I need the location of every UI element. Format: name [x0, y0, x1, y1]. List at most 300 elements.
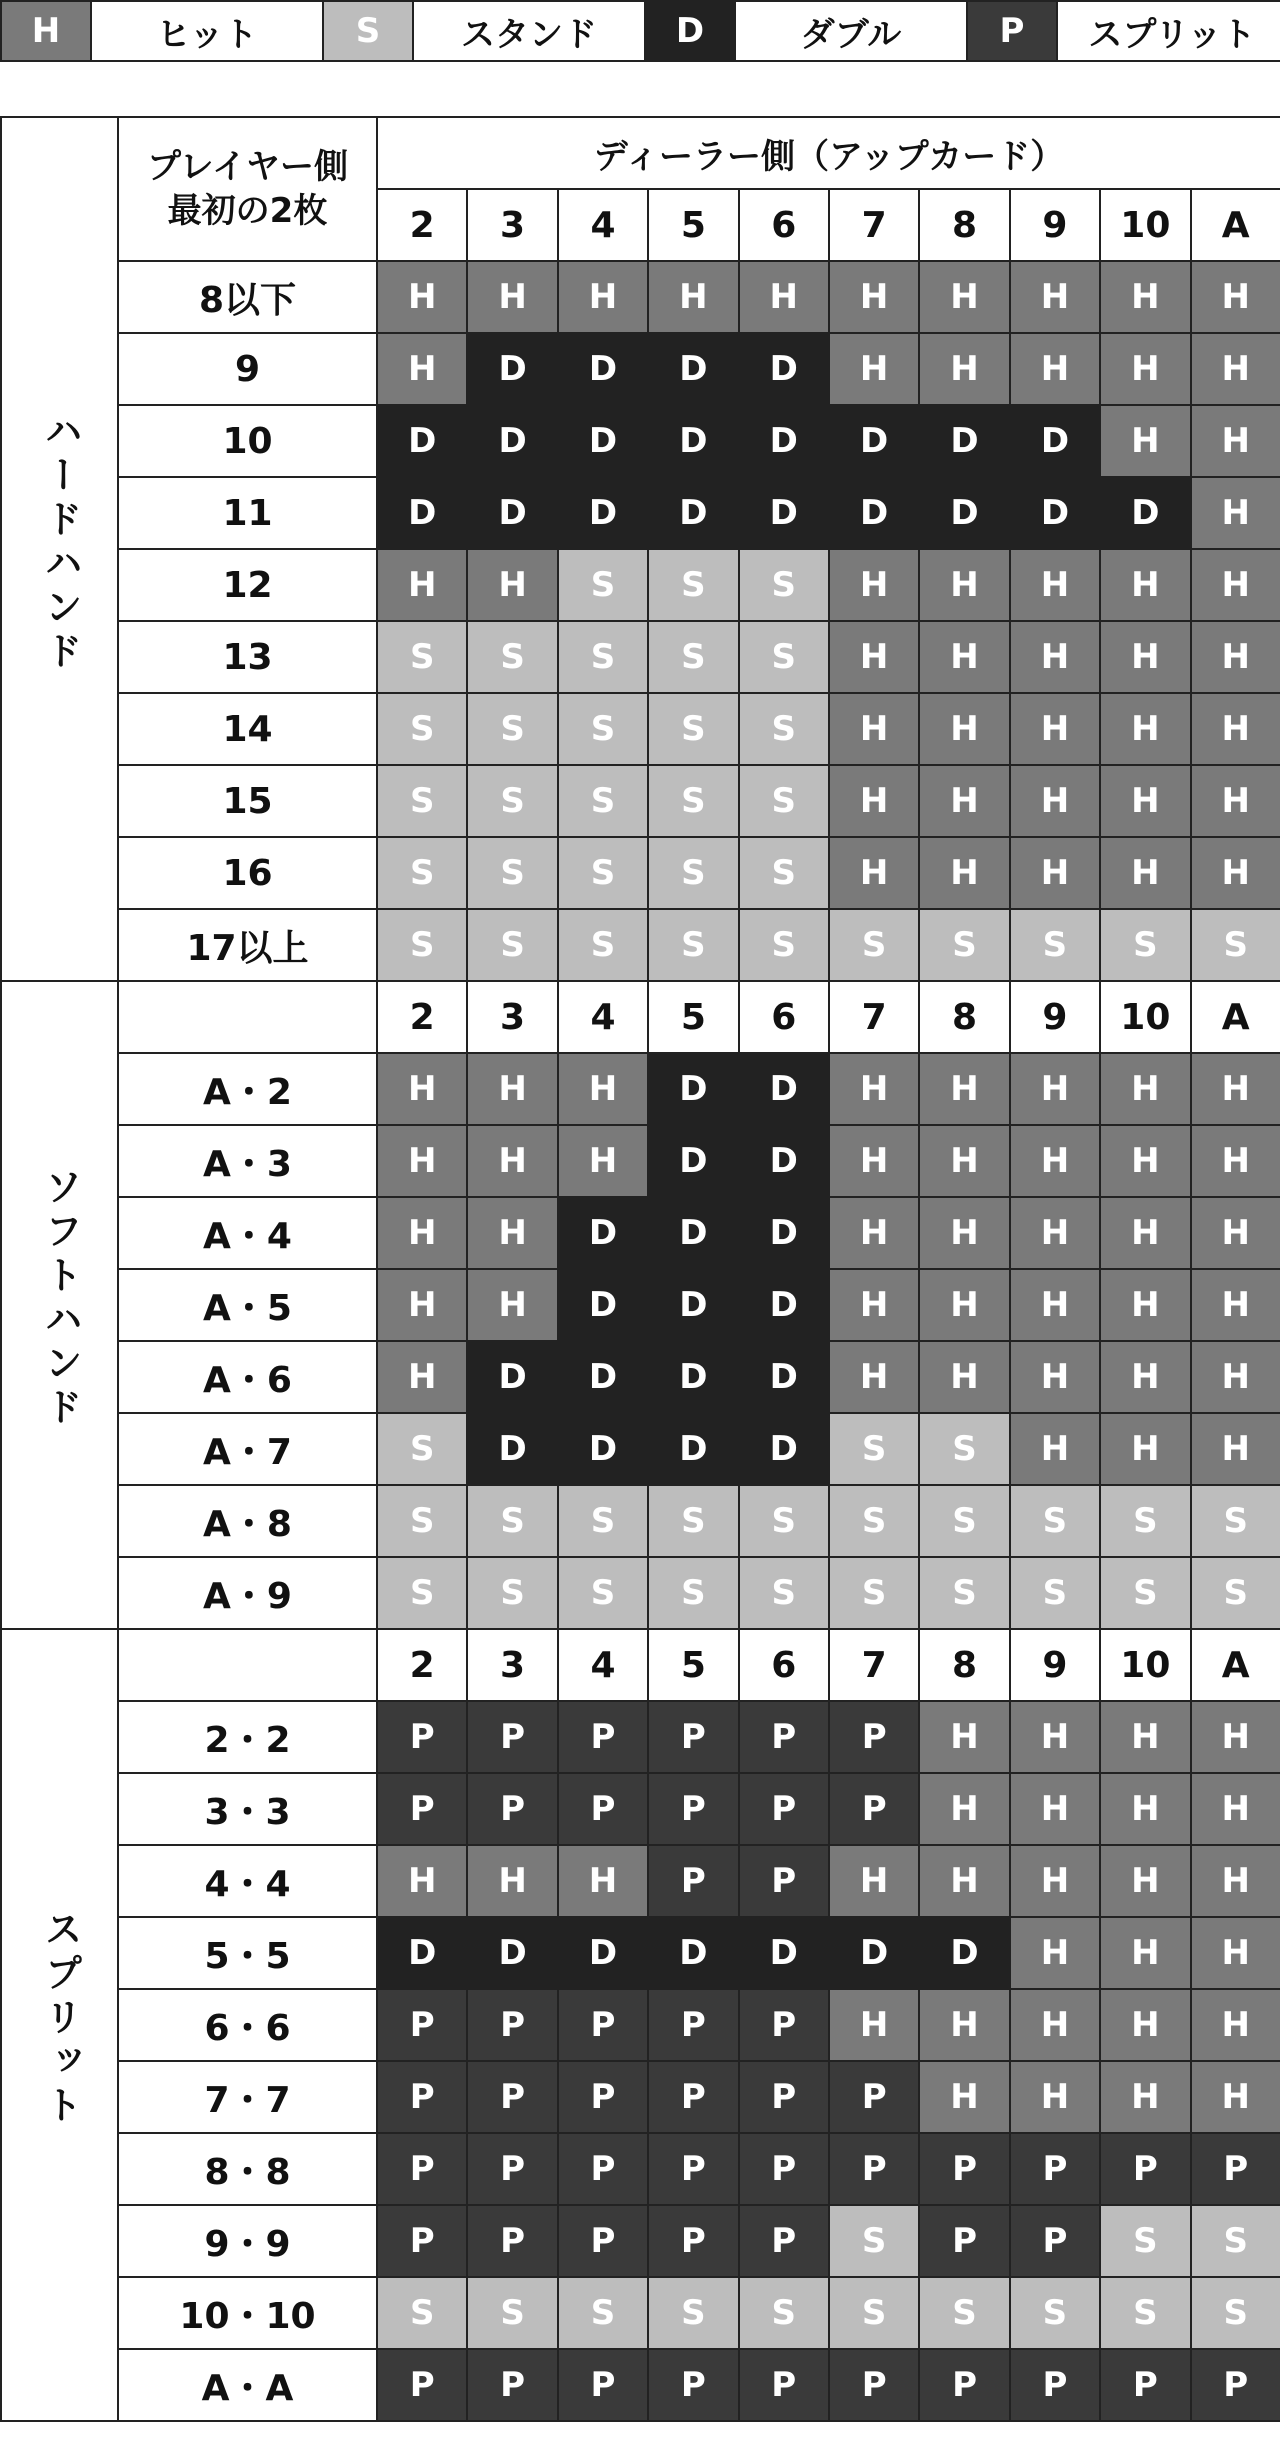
action-cell: H — [1100, 1197, 1190, 1269]
action-cell: P — [739, 1773, 829, 1845]
action-cell: H — [919, 333, 1009, 405]
upcard-label: 8 — [919, 189, 1009, 261]
player-hand: A・3 — [118, 1125, 377, 1197]
action-cell: H — [919, 1701, 1009, 1773]
action-cell: P — [377, 2349, 467, 2421]
action-cell: H — [1191, 1197, 1280, 1269]
player-hand: 14 — [118, 693, 377, 765]
player-hand: 10 — [118, 405, 377, 477]
section-title: ハードハンド — [38, 411, 83, 676]
player-hand: 8・8 — [118, 2133, 377, 2205]
action-cell: D — [739, 1197, 829, 1269]
action-cell: H — [467, 1197, 557, 1269]
table-row — [1, 765, 1280, 837]
action-cell: D — [739, 1341, 829, 1413]
action-cell: H — [1191, 2061, 1280, 2133]
action-cell: H — [919, 2061, 1009, 2133]
action-cell: H — [467, 1125, 557, 1197]
action-cell: P — [467, 1701, 557, 1773]
action-cell: P — [648, 1989, 738, 2061]
action-cell: S — [558, 765, 648, 837]
action-cell: H — [919, 261, 1009, 333]
player-hand: A・2 — [118, 1053, 377, 1125]
table-row — [1, 1845, 1280, 1917]
table-row — [1, 1773, 1280, 1845]
action-cell: H — [919, 1341, 1009, 1413]
action-cell: H — [829, 1989, 919, 2061]
table-row — [1, 261, 1280, 333]
action-cell: H — [829, 1269, 919, 1341]
action-cell: P — [739, 1845, 829, 1917]
action-cell: S — [1100, 1485, 1190, 1557]
player-hand: 11 — [118, 477, 377, 549]
player-header-blank — [118, 1629, 377, 1701]
action-cell: H — [377, 549, 467, 621]
upcard-label: 6 — [739, 1629, 829, 1701]
player-hand: A・9 — [118, 1557, 377, 1629]
action-cell: S — [558, 549, 648, 621]
action-cell: S — [467, 1485, 557, 1557]
action-cell: D — [467, 333, 557, 405]
player-hand: 5・5 — [118, 1917, 377, 1989]
action-cell: S — [467, 909, 557, 981]
action-cell: P — [377, 2205, 467, 2277]
action-cell: D — [648, 1341, 738, 1413]
strategy-chart — [0, 116, 1280, 2422]
action-cell: S — [739, 693, 829, 765]
action-cell: H — [1100, 2061, 1190, 2133]
action-cell: S — [1100, 2277, 1190, 2349]
action-cell: S — [377, 765, 467, 837]
table-row — [1, 1701, 1280, 1773]
player-header-line-2: 最初の2枚 — [167, 191, 328, 231]
action-cell: S — [558, 909, 648, 981]
table-row — [1, 1269, 1280, 1341]
action-cell: H — [1100, 1701, 1190, 1773]
legend-label-double: ダブル — [736, 2, 968, 60]
action-cell: P — [1100, 2349, 1190, 2421]
action-cell: H — [377, 1197, 467, 1269]
action-cell: P — [739, 2349, 829, 2421]
action-cell: H — [1010, 1197, 1100, 1269]
action-cell: D — [1100, 477, 1190, 549]
action-cell: D — [739, 405, 829, 477]
upcard-label: 9 — [1010, 1629, 1100, 1701]
table-row — [1, 1125, 1280, 1197]
action-cell: P — [558, 2349, 648, 2421]
action-cell: P — [1010, 2349, 1100, 2421]
action-cell: H — [1191, 1773, 1280, 1845]
action-cell: P — [648, 2349, 738, 2421]
action-cell: S — [1191, 2277, 1280, 2349]
action-cell: H — [1191, 1125, 1280, 1197]
action-cell: P — [558, 1773, 648, 1845]
action-cell: S — [648, 693, 738, 765]
upcard-label: 10 — [1100, 981, 1190, 1053]
table-row — [1, 405, 1280, 477]
action-cell: H — [377, 1341, 467, 1413]
action-cell: H — [1191, 1701, 1280, 1773]
player-hand: 10・10 — [118, 2277, 377, 2349]
action-cell: D — [467, 1917, 557, 1989]
action-cell: D — [739, 333, 829, 405]
player-hand: A・7 — [118, 1413, 377, 1485]
upcard-label: 7 — [829, 1629, 919, 1701]
action-cell: H — [377, 1053, 467, 1125]
upcard-label: 10 — [1100, 189, 1190, 261]
action-cell: H — [1010, 621, 1100, 693]
action-cell: S — [648, 549, 738, 621]
action-cell: D — [558, 1341, 648, 1413]
action-cell: H — [919, 1197, 1009, 1269]
action-cell: D — [739, 1917, 829, 1989]
player-hand: A・5 — [118, 1269, 377, 1341]
action-cell: S — [648, 2277, 738, 2349]
legend-item-double — [646, 2, 968, 60]
action-cell: H — [829, 1197, 919, 1269]
action-cell: H — [1191, 1413, 1280, 1485]
action-cell: H — [558, 1845, 648, 1917]
table-row — [1, 333, 1280, 405]
action-cell: S — [739, 909, 829, 981]
action-cell: H — [1100, 1917, 1190, 1989]
action-cell: P — [1100, 2133, 1190, 2205]
action-cell: P — [648, 1845, 738, 1917]
action-cell: H — [648, 261, 738, 333]
action-cell: P — [467, 2133, 557, 2205]
legend — [0, 0, 1280, 62]
action-cell: S — [1191, 1557, 1280, 1629]
action-cell: S — [739, 837, 829, 909]
upcard-label: 7 — [829, 981, 919, 1053]
action-cell: H — [1191, 693, 1280, 765]
action-cell: H — [1010, 1053, 1100, 1125]
action-cell: H — [1100, 1053, 1190, 1125]
upcard-label: 4 — [558, 1629, 648, 1701]
upcard-label: A — [1191, 981, 1280, 1053]
action-cell: D — [648, 1413, 738, 1485]
action-cell: D — [648, 1269, 738, 1341]
action-cell: D — [467, 1341, 557, 1413]
action-cell: D — [467, 1413, 557, 1485]
action-cell: H — [1100, 549, 1190, 621]
table-row — [1, 549, 1280, 621]
action-cell: H — [919, 621, 1009, 693]
player-hand: A・6 — [118, 1341, 377, 1413]
action-cell: P — [467, 2205, 557, 2277]
upcard-label: 8 — [919, 981, 1009, 1053]
action-cell: S — [829, 2277, 919, 2349]
table-row — [1, 477, 1280, 549]
action-cell: H — [1191, 1845, 1280, 1917]
action-cell: P — [829, 2349, 919, 2421]
action-cell: P — [1010, 2133, 1100, 2205]
action-cell: H — [1100, 837, 1190, 909]
player-hand: 13 — [118, 621, 377, 693]
action-cell: H — [919, 765, 1009, 837]
action-cell: S — [377, 837, 467, 909]
action-cell: H — [829, 621, 919, 693]
action-cell: H — [1010, 837, 1100, 909]
table-row — [1, 621, 1280, 693]
action-cell: D — [558, 477, 648, 549]
dealer-header-row — [1, 117, 1280, 189]
action-cell: D — [467, 405, 557, 477]
action-cell: H — [1100, 1989, 1190, 2061]
upcard-label: 2 — [377, 981, 467, 1053]
legend-code-split: P — [968, 2, 1058, 60]
action-cell: S — [1100, 1557, 1190, 1629]
action-cell: D — [739, 477, 829, 549]
action-cell: H — [1010, 1773, 1100, 1845]
table-row — [1, 1053, 1280, 1125]
section-label-split — [1, 1629, 118, 2421]
table-row — [1, 1341, 1280, 1413]
action-cell: D — [377, 1917, 467, 1989]
action-cell: H — [1191, 477, 1280, 549]
player-hand: 3・3 — [118, 1773, 377, 1845]
action-cell: H — [1191, 405, 1280, 477]
action-cell: S — [1100, 2205, 1190, 2277]
action-cell: D — [739, 1053, 829, 1125]
action-cell: P — [919, 2133, 1009, 2205]
player-hand: A・4 — [118, 1197, 377, 1269]
player-header-blank — [118, 981, 377, 1053]
action-cell: H — [829, 837, 919, 909]
action-cell: S — [648, 621, 738, 693]
action-cell: D — [829, 1917, 919, 1989]
player-hand: 7・7 — [118, 2061, 377, 2133]
action-cell: H — [1100, 621, 1190, 693]
action-cell: H — [1191, 1989, 1280, 2061]
player-hand: 15 — [118, 765, 377, 837]
action-cell: P — [739, 1701, 829, 1773]
action-cell: S — [829, 1413, 919, 1485]
action-cell: H — [1010, 333, 1100, 405]
action-cell: S — [558, 837, 648, 909]
action-cell: D — [1010, 477, 1100, 549]
action-cell: S — [467, 2277, 557, 2349]
legend-code-hit: H — [2, 2, 92, 60]
action-cell: D — [648, 477, 738, 549]
upcard-label: 3 — [467, 981, 557, 1053]
action-cell: P — [558, 2133, 648, 2205]
action-cell: D — [558, 1917, 648, 1989]
action-cell: P — [558, 1701, 648, 1773]
action-cell: D — [919, 405, 1009, 477]
legend-item-hit — [2, 2, 324, 60]
action-cell: P — [558, 2061, 648, 2133]
player-hand: A・8 — [118, 1485, 377, 1557]
action-cell: H — [1010, 1701, 1100, 1773]
legend-item-stand — [324, 2, 646, 60]
action-cell: S — [377, 621, 467, 693]
action-cell: S — [739, 2277, 829, 2349]
action-cell: S — [558, 1557, 648, 1629]
action-cell: H — [829, 1053, 919, 1125]
action-cell: H — [558, 261, 648, 333]
action-cell: H — [467, 261, 557, 333]
action-cell: P — [829, 1701, 919, 1773]
table-row — [1, 1485, 1280, 1557]
action-cell: S — [1100, 909, 1190, 981]
action-cell: H — [467, 1269, 557, 1341]
action-cell: S — [558, 2277, 648, 2349]
legend-label-stand: スタンド — [414, 2, 646, 60]
action-cell: P — [648, 1701, 738, 1773]
action-cell: P — [377, 2133, 467, 2205]
action-cell: D — [739, 1125, 829, 1197]
action-cell: H — [1010, 1341, 1100, 1413]
action-cell: H — [1100, 1125, 1190, 1197]
action-cell: P — [648, 2061, 738, 2133]
action-cell: S — [377, 693, 467, 765]
action-cell: P — [467, 1773, 557, 1845]
table-row — [1, 2277, 1280, 2349]
action-cell: H — [829, 549, 919, 621]
upcard-label: 8 — [919, 1629, 1009, 1701]
action-cell: H — [829, 333, 919, 405]
action-cell: P — [377, 2061, 467, 2133]
action-cell: P — [1010, 2205, 1100, 2277]
action-cell: S — [739, 1557, 829, 1629]
action-cell: H — [919, 549, 1009, 621]
action-cell: S — [648, 1557, 738, 1629]
action-cell: P — [467, 2061, 557, 2133]
action-cell: H — [1010, 549, 1100, 621]
action-cell: D — [648, 333, 738, 405]
action-cell: S — [377, 1485, 467, 1557]
action-cell: H — [1100, 261, 1190, 333]
action-cell: S — [648, 837, 738, 909]
action-cell: H — [1010, 1917, 1100, 1989]
action-cell: P — [739, 2133, 829, 2205]
action-cell: P — [648, 2133, 738, 2205]
action-cell: D — [558, 405, 648, 477]
action-cell: S — [377, 1557, 467, 1629]
legend-item-split — [968, 2, 1280, 60]
action-cell: P — [558, 1989, 648, 2061]
action-cell: D — [648, 1917, 738, 1989]
action-cell: H — [1191, 333, 1280, 405]
action-cell: H — [1191, 837, 1280, 909]
action-cell: S — [919, 1413, 1009, 1485]
action-cell: H — [377, 261, 467, 333]
action-cell: S — [377, 2277, 467, 2349]
action-cell: H — [377, 1125, 467, 1197]
legend-code-double: D — [646, 2, 736, 60]
action-cell: S — [377, 1413, 467, 1485]
action-cell: S — [919, 2277, 1009, 2349]
action-cell: D — [739, 1413, 829, 1485]
action-cell: H — [377, 1845, 467, 1917]
player-hand: 4・4 — [118, 1845, 377, 1917]
player-hand: 8以下 — [118, 261, 377, 333]
player-header — [118, 117, 377, 261]
action-cell: S — [1010, 1485, 1100, 1557]
action-cell: S — [1010, 1557, 1100, 1629]
action-cell: H — [1191, 765, 1280, 837]
action-cell: P — [377, 1773, 467, 1845]
action-cell: H — [1100, 765, 1190, 837]
action-cell: S — [919, 909, 1009, 981]
action-cell: H — [1010, 1413, 1100, 1485]
action-cell: D — [648, 1125, 738, 1197]
action-cell: S — [829, 909, 919, 981]
upcard-label: 6 — [739, 981, 829, 1053]
action-cell: D — [558, 333, 648, 405]
table-row — [1, 1413, 1280, 1485]
action-cell: H — [1100, 1845, 1190, 1917]
action-cell: P — [558, 2205, 648, 2277]
table-row — [1, 837, 1280, 909]
section-title: ソフトハンド — [38, 1167, 83, 1432]
action-cell: H — [919, 1269, 1009, 1341]
action-cell: S — [1010, 909, 1100, 981]
dealer-header: ディーラー側（アップカード） — [377, 117, 1280, 189]
action-cell: S — [1191, 909, 1280, 981]
upcard-label: 4 — [558, 189, 648, 261]
action-cell: S — [467, 1557, 557, 1629]
action-cell: H — [829, 1125, 919, 1197]
action-cell: H — [919, 1125, 1009, 1197]
action-cell: D — [739, 1269, 829, 1341]
player-hand: 9 — [118, 333, 377, 405]
action-cell: D — [829, 477, 919, 549]
action-cell: S — [467, 693, 557, 765]
action-cell: H — [467, 1845, 557, 1917]
action-cell: H — [1100, 1773, 1190, 1845]
player-hand: 17以上 — [118, 909, 377, 981]
action-cell: H — [1100, 1413, 1190, 1485]
action-cell: D — [1010, 405, 1100, 477]
action-cell: H — [558, 1125, 648, 1197]
upcard-label: 9 — [1010, 189, 1100, 261]
action-cell: P — [919, 2349, 1009, 2421]
action-cell: H — [1191, 1917, 1280, 1989]
table-row — [1, 2205, 1280, 2277]
upcard-row — [1, 981, 1280, 1053]
upcard-label: A — [1191, 189, 1280, 261]
action-cell: H — [1100, 405, 1190, 477]
table-row — [1, 1557, 1280, 1629]
legend-code-stand: S — [324, 2, 414, 60]
action-cell: H — [919, 1989, 1009, 2061]
action-cell: P — [739, 2061, 829, 2133]
action-cell: D — [648, 1197, 738, 1269]
player-hand: 2・2 — [118, 1701, 377, 1773]
legend-label-split: スプリット — [1058, 2, 1280, 60]
action-cell: H — [1100, 693, 1190, 765]
action-cell: S — [1191, 1485, 1280, 1557]
action-cell: D — [377, 477, 467, 549]
player-hand: 9・9 — [118, 2205, 377, 2277]
action-cell: H — [377, 333, 467, 405]
action-cell: H — [829, 261, 919, 333]
action-cell: H — [1191, 261, 1280, 333]
action-cell: S — [1010, 2277, 1100, 2349]
action-cell: H — [558, 1053, 648, 1125]
action-cell: H — [919, 1845, 1009, 1917]
action-cell: H — [1010, 1989, 1100, 2061]
action-cell: S — [467, 765, 557, 837]
upcard-label: 6 — [739, 189, 829, 261]
player-hand: 6・6 — [118, 1989, 377, 2061]
action-cell: S — [919, 1557, 1009, 1629]
action-cell: S — [467, 837, 557, 909]
table-row — [1, 909, 1280, 981]
player-hand: A・A — [118, 2349, 377, 2421]
